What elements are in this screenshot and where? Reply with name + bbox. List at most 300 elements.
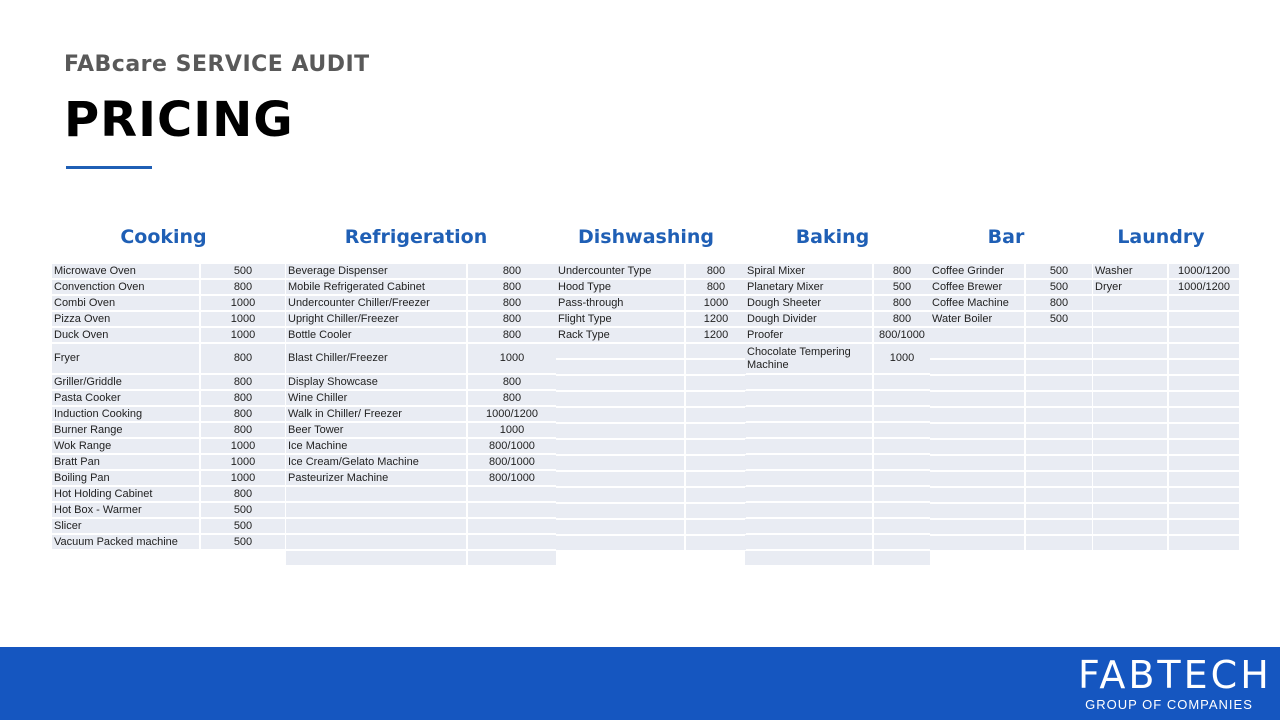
equipment-name: Induction Cooking (52, 407, 199, 421)
table-row (745, 487, 930, 501)
equipment-name: Spiral Mixer (745, 264, 872, 278)
service-price (684, 424, 746, 438)
table-row (52, 328, 285, 342)
equipment-name (930, 440, 1024, 454)
table-row (745, 423, 930, 437)
table-row (52, 264, 285, 278)
table-row (1093, 504, 1239, 518)
category-heading-cooking: Cooking (120, 226, 207, 248)
equipment-name (745, 423, 872, 437)
service-price (1167, 312, 1239, 326)
service-price (1024, 424, 1092, 438)
service-price (1167, 456, 1239, 470)
equipment-name: Coffee Grinder (930, 264, 1024, 278)
equipment-name: Mobile Refrigerated Cabinet (286, 280, 466, 294)
equipment-name (745, 407, 872, 421)
service-price: 800 (684, 280, 746, 294)
equipment-name (1093, 456, 1167, 470)
table-row (1093, 264, 1239, 278)
service-price: 800 (466, 264, 556, 278)
service-price (684, 488, 746, 502)
equipment-name: Griller/Griddle (52, 375, 199, 389)
table-row (745, 551, 930, 565)
service-price (466, 503, 556, 517)
equipment-name: Undercounter Chiller/Freezer (286, 296, 466, 310)
service-price (684, 504, 746, 518)
table-row (286, 455, 556, 469)
service-price: 1000 (199, 455, 285, 469)
table-row (930, 280, 1092, 294)
table-row (556, 312, 746, 326)
table-row (556, 376, 746, 390)
table-row (930, 408, 1092, 422)
equipment-name (745, 375, 872, 389)
equipment-name (556, 456, 684, 470)
equipment-name: Burner Range (52, 423, 199, 437)
equipment-name: Dough Sheeter (745, 296, 872, 310)
table-row (930, 424, 1092, 438)
table-row (556, 488, 746, 502)
equipment-name: Microwave Oven (52, 264, 199, 278)
price-table-bar (930, 262, 1092, 552)
table-row (1093, 456, 1239, 470)
equipment-name (1093, 520, 1167, 534)
equipment-name (1093, 488, 1167, 502)
table-row (286, 264, 556, 278)
service-price (1024, 488, 1092, 502)
equipment-name (556, 424, 684, 438)
equipment-name (1093, 504, 1167, 518)
service-price: 800 (466, 280, 556, 294)
service-price (684, 408, 746, 422)
service-price: 800 (199, 344, 285, 373)
table-row (52, 407, 285, 421)
service-price (872, 407, 930, 421)
equipment-name: Blast Chiller/Freezer (286, 344, 466, 373)
table-row (556, 392, 746, 406)
equipment-name (745, 551, 872, 565)
service-price: 800/1000 (466, 439, 556, 453)
table-row (52, 455, 285, 469)
table-row (556, 520, 746, 534)
service-price: 500 (199, 519, 285, 533)
service-price (684, 456, 746, 470)
equipment-name: Pass-through (556, 296, 684, 310)
fabtech-logo (1078, 653, 1272, 712)
equipment-name (556, 520, 684, 534)
equipment-name (745, 503, 872, 517)
equipment-name: Water Boiler (930, 312, 1024, 326)
service-price (1167, 424, 1239, 438)
service-price (872, 391, 930, 405)
equipment-name (556, 344, 684, 358)
table-row (1093, 344, 1239, 358)
service-price: 1200 (684, 312, 746, 326)
service-price (1024, 520, 1092, 534)
table-row (930, 536, 1092, 550)
table-row (1093, 472, 1239, 486)
table-row (1093, 296, 1239, 310)
service-price (1167, 360, 1239, 374)
table-row (930, 392, 1092, 406)
service-price (1024, 376, 1092, 390)
equipment-name: Hood Type (556, 280, 684, 294)
service-price: 500 (1024, 264, 1092, 278)
table-row (745, 264, 930, 278)
equipment-name (1093, 312, 1167, 326)
equipment-name (930, 328, 1024, 342)
equipment-name (745, 455, 872, 469)
service-price: 500 (1024, 312, 1092, 326)
table-row (930, 376, 1092, 390)
equipment-name (930, 408, 1024, 422)
service-price (1167, 504, 1239, 518)
equipment-name: Vacuum Packed machine (52, 535, 199, 549)
service-price: 800 (199, 391, 285, 405)
equipment-name (745, 439, 872, 453)
table-row (1093, 376, 1239, 390)
equipment-name (930, 376, 1024, 390)
equipment-name (1093, 344, 1167, 358)
equipment-name (745, 487, 872, 501)
equipment-name (556, 504, 684, 518)
equipment-name: Hot Box - Warmer (52, 503, 199, 517)
service-price: 500 (872, 280, 930, 294)
service-price: 1200 (684, 328, 746, 342)
table-row (1093, 408, 1239, 422)
table-row (556, 296, 746, 310)
table-row (556, 328, 746, 342)
service-price (1024, 392, 1092, 406)
equipment-name (1093, 360, 1167, 374)
table-row (52, 391, 285, 405)
service-price (1024, 344, 1092, 358)
service-price: 800 (1024, 296, 1092, 310)
equipment-name: Ice Cream/Gelato Machine (286, 455, 466, 469)
equipment-name: Duck Oven (52, 328, 199, 342)
equipment-name: Planetary Mixer (745, 280, 872, 294)
table-row (286, 280, 556, 294)
equipment-name (930, 520, 1024, 534)
table-row (52, 423, 285, 437)
table-row (930, 520, 1092, 534)
category-heading-laundry: Laundry (1117, 226, 1205, 248)
service-price: 1000 (684, 296, 746, 310)
service-price: 800 (466, 375, 556, 389)
table-row (556, 264, 746, 278)
category-heading-bar: Bar (987, 226, 1025, 248)
table-row (52, 312, 285, 326)
table-row (745, 503, 930, 517)
table-row (1093, 488, 1239, 502)
table-row (52, 471, 285, 485)
table-row (1093, 328, 1239, 342)
price-table-cooking (52, 262, 285, 551)
table-row (286, 391, 556, 405)
service-price: 500 (199, 264, 285, 278)
equipment-name (745, 519, 872, 533)
table-row (52, 280, 285, 294)
equipment-name: Flight Type (556, 312, 684, 326)
equipment-name: Dryer (1093, 280, 1167, 294)
table-row (930, 504, 1092, 518)
table-row (286, 519, 556, 533)
equipment-name: Bratt Pan (52, 455, 199, 469)
table-row (745, 407, 930, 421)
page-title: PRICING (64, 92, 294, 148)
table-row (745, 535, 930, 549)
service-price: 800 (199, 407, 285, 421)
service-price: 1000 (199, 471, 285, 485)
table-row (1093, 520, 1239, 534)
service-price (1024, 472, 1092, 486)
equipment-name: Coffee Brewer (930, 280, 1024, 294)
service-price: 800 (199, 487, 285, 501)
table-row (52, 375, 285, 389)
table-row (745, 280, 930, 294)
equipment-name: Bottle Cooler (286, 328, 466, 342)
service-price (466, 519, 556, 533)
equipment-name: Walk in Chiller/ Freezer (286, 407, 466, 421)
table-row (1093, 360, 1239, 374)
service-price: 800 (872, 264, 930, 278)
service-price: 800 (466, 391, 556, 405)
service-price: 800/1000 (466, 471, 556, 485)
equipment-name (930, 392, 1024, 406)
service-price: 1000/1200 (1167, 264, 1239, 278)
equipment-name: Ice Machine (286, 439, 466, 453)
service-price (872, 439, 930, 453)
equipment-name: Washer (1093, 264, 1167, 278)
service-price (872, 535, 930, 549)
service-price (466, 487, 556, 501)
service-price (1024, 504, 1092, 518)
equipment-name: Coffee Machine (930, 296, 1024, 310)
equipment-name: Rack Type (556, 328, 684, 342)
service-price: 800 (199, 423, 285, 437)
service-price: 1000 (199, 328, 285, 342)
equipment-name: Display Showcase (286, 375, 466, 389)
table-row (930, 456, 1092, 470)
equipment-name (745, 535, 872, 549)
table-row (52, 535, 285, 549)
table-row (52, 503, 285, 517)
service-price: 1000 (199, 312, 285, 326)
service-price: 1000 (199, 296, 285, 310)
logo-tagline: GROUP OF COMPANIES (1085, 697, 1253, 712)
service-price (1167, 536, 1239, 550)
table-row (930, 344, 1092, 358)
service-price: 800 (466, 328, 556, 342)
table-row (930, 296, 1092, 310)
equipment-name (930, 504, 1024, 518)
service-price (1167, 328, 1239, 342)
service-price: 800 (466, 312, 556, 326)
equipment-name: Wok Range (52, 439, 199, 453)
equipment-name: Pizza Oven (52, 312, 199, 326)
equipment-name (286, 503, 466, 517)
table-row (286, 423, 556, 437)
equipment-name: Convenction Oven (52, 280, 199, 294)
table-row (556, 472, 746, 486)
service-price (466, 551, 556, 565)
table-row (556, 536, 746, 550)
equipment-name: Undercounter Type (556, 264, 684, 278)
table-row (286, 375, 556, 389)
equipment-name (930, 344, 1024, 358)
table-row (286, 296, 556, 310)
service-price (1167, 520, 1239, 534)
table-row (52, 487, 285, 501)
table-row (745, 391, 930, 405)
service-price: 500 (1024, 280, 1092, 294)
table-row (286, 407, 556, 421)
equipment-name (286, 487, 466, 501)
service-price: 800 (684, 264, 746, 278)
price-table-refrigeration (286, 262, 556, 567)
equipment-name (930, 360, 1024, 374)
equipment-name: Slicer (52, 519, 199, 533)
table-row (52, 344, 285, 373)
service-price (1024, 456, 1092, 470)
equipment-name: Combi Oven (52, 296, 199, 310)
table-row (286, 328, 556, 342)
audit-subtitle: FABcare SERVICE AUDIT (64, 52, 370, 77)
equipment-name (930, 536, 1024, 550)
service-price (872, 487, 930, 501)
service-price: 1000 (466, 344, 556, 373)
service-price: 1000/1200 (1167, 280, 1239, 294)
equipment-name (286, 519, 466, 533)
service-price: 1000 (466, 423, 556, 437)
table-row (556, 504, 746, 518)
table-row (745, 455, 930, 469)
service-price (466, 535, 556, 549)
table-row (286, 471, 556, 485)
table-row (745, 344, 930, 373)
service-price (684, 360, 746, 374)
equipment-name (745, 471, 872, 485)
equipment-name (1093, 536, 1167, 550)
table-row (556, 456, 746, 470)
table-row (556, 440, 746, 454)
equipment-name: Beverage Dispenser (286, 264, 466, 278)
service-price (1167, 296, 1239, 310)
table-row (930, 264, 1092, 278)
service-price (872, 455, 930, 469)
service-price (872, 423, 930, 437)
table-row (556, 424, 746, 438)
service-price (1167, 376, 1239, 390)
table-row (745, 312, 930, 326)
service-price (872, 519, 930, 533)
table-row (745, 439, 930, 453)
equipment-name: Fryer (52, 344, 199, 373)
service-price (1167, 392, 1239, 406)
service-price: 500 (199, 503, 285, 517)
equipment-name: Dough Divider (745, 312, 872, 326)
service-price (872, 551, 930, 565)
equipment-name (930, 456, 1024, 470)
equipment-name (1093, 440, 1167, 454)
title-underline (66, 166, 152, 169)
service-price: 800 (872, 312, 930, 326)
service-price: 800/1000 (872, 328, 930, 342)
table-row (286, 312, 556, 326)
table-row (286, 503, 556, 517)
table-row (930, 312, 1092, 326)
equipment-name (556, 392, 684, 406)
table-row (745, 375, 930, 389)
table-row (556, 360, 746, 374)
service-price (1024, 440, 1092, 454)
equipment-name (286, 551, 466, 565)
service-price: 1000/1200 (466, 407, 556, 421)
logo-brand: FABTECH (1078, 653, 1272, 697)
table-row (52, 296, 285, 310)
service-price (1024, 408, 1092, 422)
price-table-dishwashing (556, 262, 746, 552)
equipment-name: Wine Chiller (286, 391, 466, 405)
service-price (1167, 472, 1239, 486)
table-row (745, 328, 930, 342)
service-price: 800/1000 (466, 455, 556, 469)
service-price: 800 (872, 296, 930, 310)
table-row (286, 535, 556, 549)
table-row (286, 551, 556, 565)
equipment-name: Beer Tower (286, 423, 466, 437)
service-price (1024, 536, 1092, 550)
table-row (556, 344, 746, 358)
service-price (684, 472, 746, 486)
service-price (684, 376, 746, 390)
equipment-name: Pasteurizer Machine (286, 471, 466, 485)
service-price: 1000 (872, 344, 930, 373)
equipment-name: Boiling Pan (52, 471, 199, 485)
equipment-name (556, 488, 684, 502)
service-price (872, 503, 930, 517)
table-row (556, 408, 746, 422)
equipment-name: Chocolate Tempering Machine (745, 344, 872, 373)
service-price (1167, 344, 1239, 358)
equipment-name (286, 535, 466, 549)
equipment-name (745, 391, 872, 405)
table-row (286, 487, 556, 501)
equipment-name: Upright Chiller/Freezer (286, 312, 466, 326)
equipment-name: Pasta Cooker (52, 391, 199, 405)
service-price (872, 375, 930, 389)
table-row (930, 328, 1092, 342)
equipment-name (1093, 424, 1167, 438)
service-price (872, 471, 930, 485)
category-heading-refrigeration: Refrigeration (344, 226, 488, 248)
table-row (1093, 440, 1239, 454)
equipment-name (556, 408, 684, 422)
price-table-laundry (1093, 262, 1239, 552)
equipment-name (556, 472, 684, 486)
equipment-name (556, 440, 684, 454)
equipment-name (1093, 328, 1167, 342)
equipment-name (930, 488, 1024, 502)
table-row (286, 344, 556, 373)
equipment-name (1093, 408, 1167, 422)
service-price (684, 344, 746, 358)
table-row (1093, 280, 1239, 294)
service-price (1167, 408, 1239, 422)
table-row (1093, 536, 1239, 550)
service-price (1024, 328, 1092, 342)
service-price (684, 520, 746, 534)
